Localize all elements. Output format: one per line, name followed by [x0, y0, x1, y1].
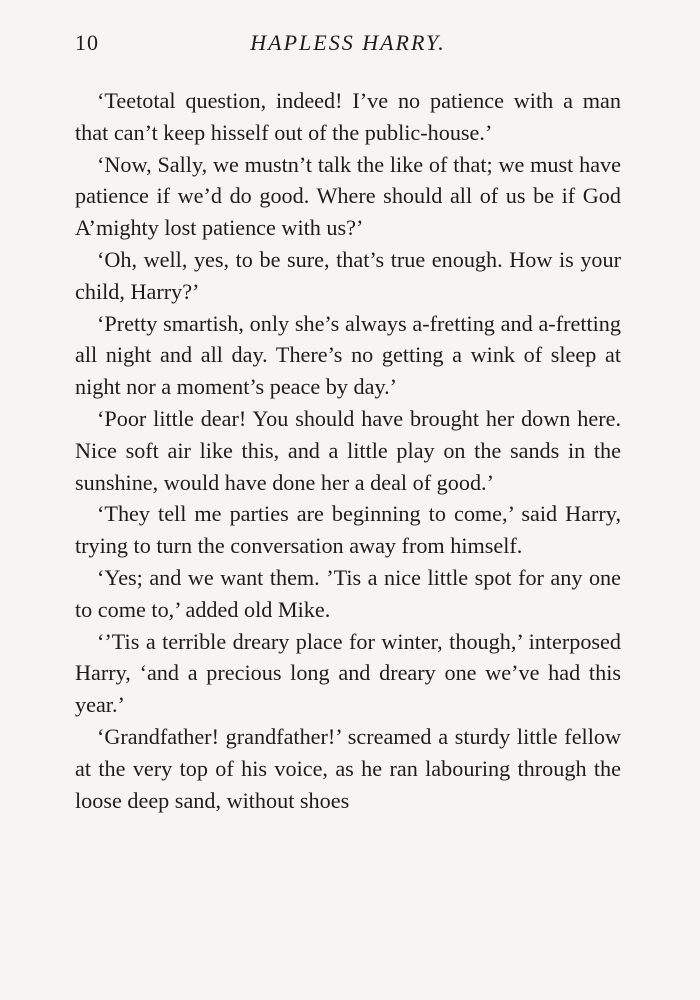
- paragraph: ‘Teetotal question, indeed! I’ve no patience with a man that can’t keep hisself out of the public-house.’: [75, 88, 621, 145]
- page-header: [75, 30, 621, 60]
- body-text: [75, 85, 621, 816]
- page-number: 10: [75, 30, 99, 55]
- paragraph: ‘Grandfather! grandfather!’ screamed a sturdy little fellow at the very top of his voice, as he ran labouring through the loose deep sand, without shoes: [75, 723, 621, 813]
- paragraph: ‘They tell me parties are beginning to come,’ said Harry, trying to turn the conversation away from himself.: [75, 501, 621, 559]
- paragraph: ‘Oh, well, yes, to be sure, that’s true enough. How is your child, Harry?’: [75, 246, 621, 304]
- paragraph: ‘Yes; and we want them. ’Tis a nice little spot for any one to come to,’ added old Mike.: [75, 564, 621, 622]
- running-title: HAPLESS HARRY.: [250, 30, 446, 55]
- paragraph: ‘Pretty smartish, only she’s always a-fretting and a-fretting all night and all day. There’s no getting a wink of sleep at night nor a moment’s peace by day.’: [75, 310, 621, 400]
- paragraph: ‘Poor little dear! You should have brought her down here. Nice soft air like this, and a little play on the sands in the sunshine, would have done her a deal of good.’: [75, 405, 621, 495]
- paragraph: ‘Now, Sally, we mustn’t talk the like of that; we must have patience if we’d do good. Where should all of us be if God A’mighty lost patience with us?’: [75, 151, 621, 241]
- paragraph: ‘’Tis a terrible dreary place for winter, though,’ interposed Harry, ‘and a precious long and dreary one we’ve had this year.’: [75, 628, 621, 718]
